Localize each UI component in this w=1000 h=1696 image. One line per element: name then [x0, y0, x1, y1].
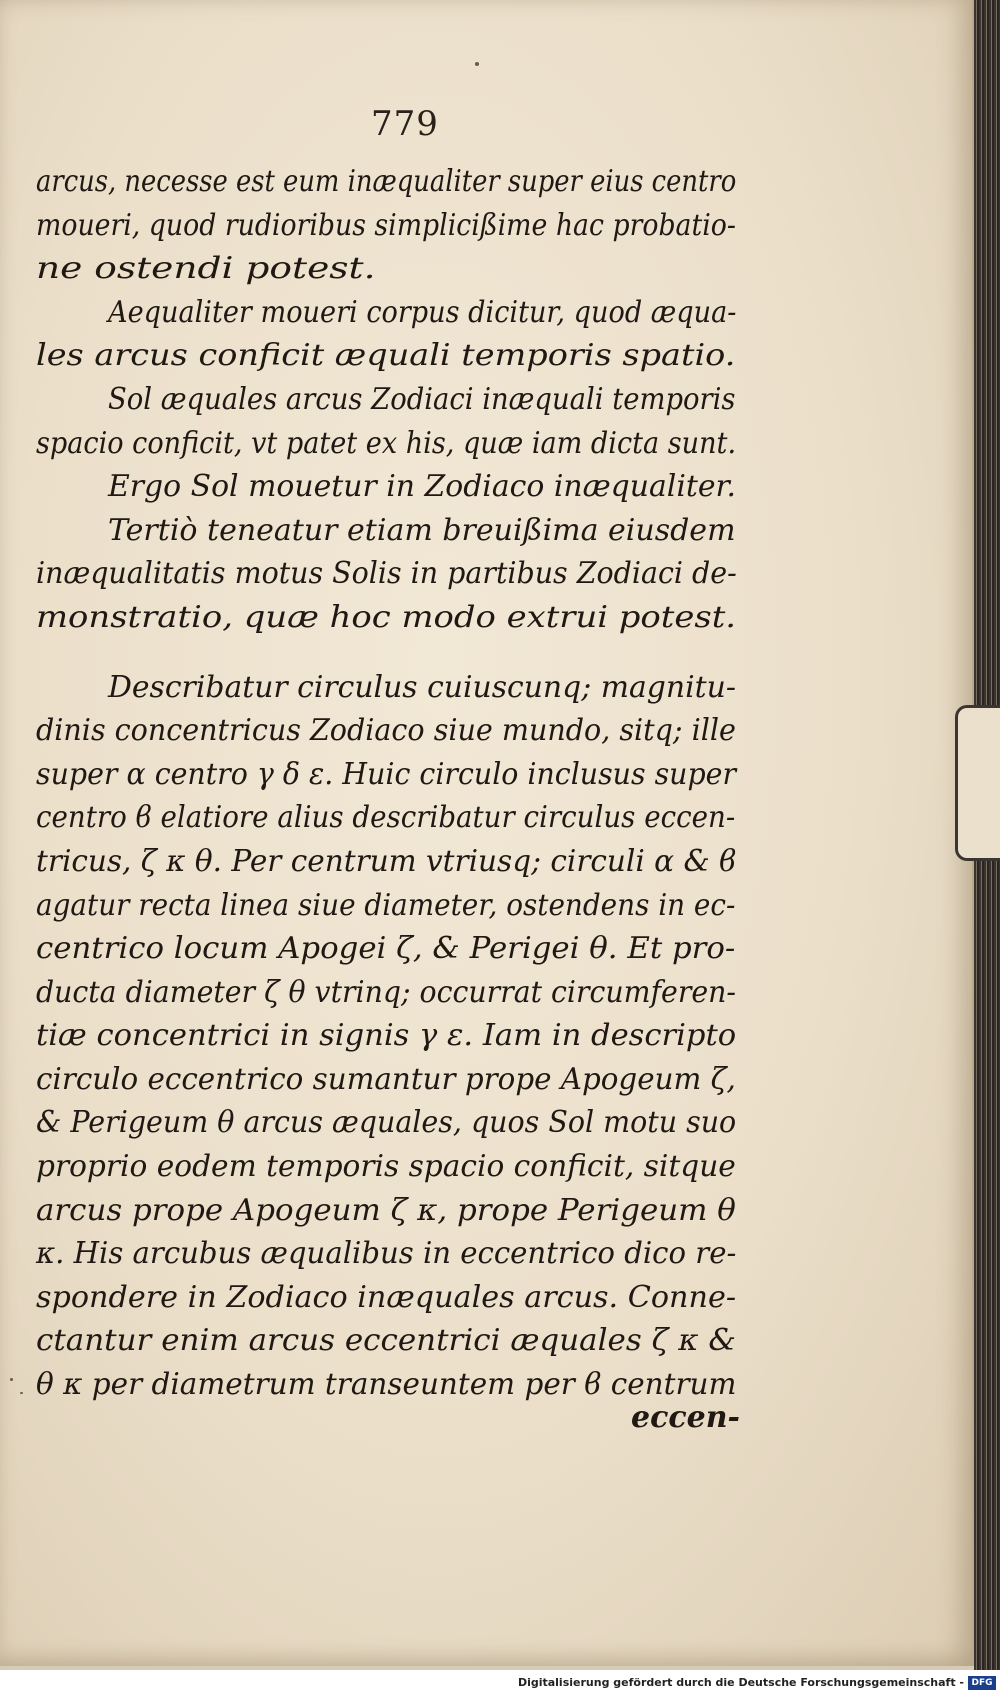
- text-line: θ κ per diametrum transeuntem per ϐ centrum: [36, 1367, 737, 1403]
- text-line: spondere in Zodiaco inæquales arcus. Conne-: [36, 1279, 737, 1315]
- page-number: 779: [371, 104, 439, 144]
- text-line: super α centro γ δ ε. Huic circulo inclusus super: [36, 756, 737, 792]
- text-line: centro ϐ elatiore alius describatur circulus eccen-: [36, 800, 736, 836]
- text-line: ducta diameter ζ θ vtrinq; occurrat circumferen-: [36, 974, 737, 1010]
- catchword: eccen-: [631, 1400, 740, 1435]
- text-line: Tertiò teneatur etiam breuißima eiusdem: [108, 512, 736, 548]
- paragraph-gap: [36, 640, 736, 666]
- text-line: tiæ concentrici in signis γ ε. Iam in descripto: [36, 1018, 737, 1054]
- text-line: Sol æquales arcus Zodiaci inæquali temporis: [108, 381, 736, 417]
- paper-speck: [475, 62, 479, 66]
- text-line: inæqualitatis motus Solis in partibus Zodiaci de-: [36, 556, 737, 592]
- paper-speck: [10, 1378, 13, 1381]
- text-line: circulo eccentrico sumantur prope Apogeum ζ,: [36, 1061, 736, 1097]
- text-line: Aequaliter moueri corpus dicitur, quod æqua-: [108, 294, 737, 330]
- book-clasp: [955, 705, 1000, 861]
- text-line: Ergo Sol mouetur in Zodiaco inæqualiter.: [108, 469, 737, 505]
- text-line: κ. His arcubus æqualibus in eccentrico dico re-: [36, 1236, 737, 1272]
- text-line: arcus prope Apogeum ζ κ, prope Perigeum θ: [36, 1192, 736, 1228]
- paper-speck: [20, 1392, 23, 1394]
- text-line: centrico locum Apogei ζ, & Perigei θ. Et pro-: [36, 931, 736, 967]
- dfg-logo-icon: DFG: [968, 1676, 996, 1690]
- text-line: moueri, quod rudioribus simplicißime hac probatio-: [36, 207, 736, 243]
- text-line: monstratio, quæ hoc modo extrui potest.: [36, 599, 737, 635]
- text-line: ne ostendi potest.: [36, 251, 376, 287]
- text-line: arcus, necesse est eum inæqualiter super eius centro: [36, 164, 737, 199]
- text-line: les arcus conficit æquali temporis spatio.: [36, 338, 736, 374]
- text-line: Describatur circulus cuiuscunq; magnitu-: [108, 669, 736, 705]
- funding-credit: Digitalisierung gefördert durch die Deutsche Forschungsgemeinschaft -: [517, 1676, 964, 1689]
- text-line: proprio eodem temporis spacio conficit, sitque: [36, 1149, 736, 1185]
- body-text: [36, 160, 736, 1407]
- text-line: spacio conficit, vt patet ex his, quæ iam dicta sunt.: [36, 425, 737, 461]
- text-line: agatur recta linea siue diameter, ostendens in ec-: [36, 887, 736, 923]
- text-line: tricus, ζ κ θ. Per centrum vtriusq; circuli α & ϐ: [36, 843, 737, 879]
- text-line: dinis concentricus Zodiaco siue mundo, sitq; ille: [36, 713, 736, 749]
- text-line: & Perigeum θ arcus æquales, quos Sol motu suo: [36, 1105, 737, 1141]
- text-line: ctantur enim arcus eccentrici æquales ζ κ &: [36, 1323, 736, 1359]
